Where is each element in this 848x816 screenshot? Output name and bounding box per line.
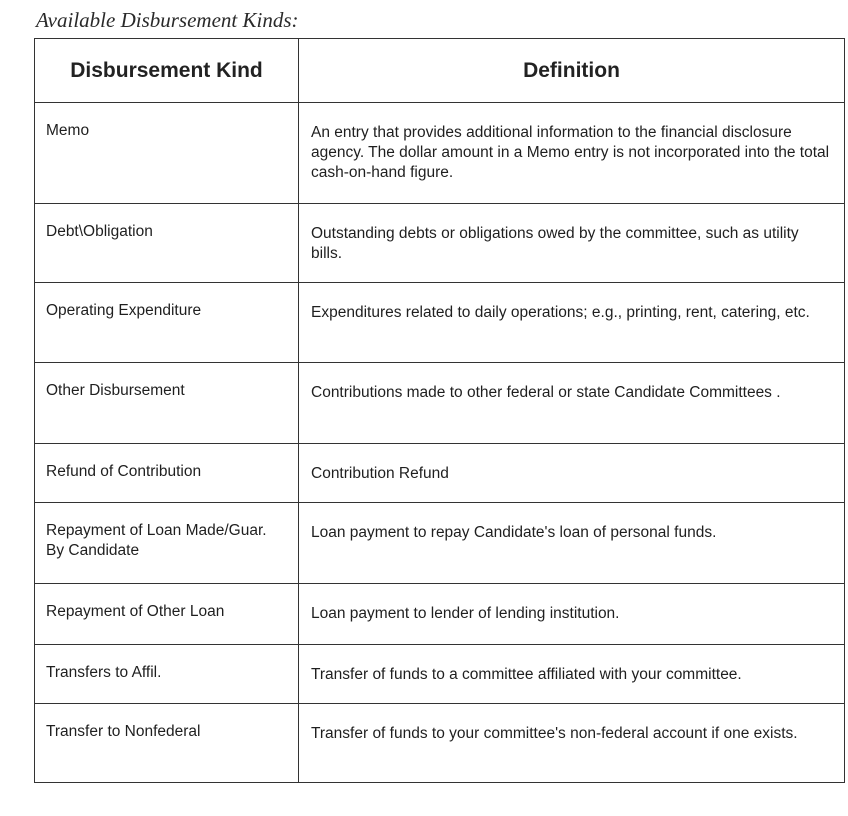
definition-cell: Transfer of funds to your committee's non-federal account if one exists. — [299, 704, 845, 783]
kind-cell: Repayment of Loan Made/Guar. By Candidate — [35, 503, 299, 584]
kind-cell: Transfers to Affil. — [35, 645, 299, 704]
table-row — [35, 283, 845, 363]
definition-cell: Contributions made to other federal or state Candidate Committees . — [299, 363, 845, 444]
definition-cell: Transfer of funds to a committee affiliated with your committee. — [299, 645, 845, 704]
table-row — [35, 444, 845, 503]
document-caption: Available Disbursement Kinds: — [36, 8, 299, 32]
table-row — [35, 503, 845, 584]
definition-cell: Loan payment to lender of lending institution. — [299, 584, 845, 645]
table-header-row — [35, 39, 845, 103]
definition-cell: Contribution Refund — [299, 444, 845, 503]
kind-cell: Repayment of Other Loan — [35, 584, 299, 645]
disbursement-kinds-table — [34, 38, 845, 783]
table-row — [35, 584, 845, 645]
definition-cell: An entry that provides additional information to the financial disclosure agency. The dollar amount in a Memo entry is not incorporated into the total cash-on-hand figure. — [299, 103, 845, 204]
table-row — [35, 704, 845, 783]
kind-cell: Other Disbursement — [35, 363, 299, 444]
table-row — [35, 645, 845, 704]
kind-cell: Transfer to Nonfederal — [35, 704, 299, 783]
column-header-kind: Disbursement Kind — [35, 39, 299, 103]
definition-cell: Loan payment to repay Candidate's loan of personal funds. — [299, 503, 845, 584]
kind-cell: Memo — [35, 103, 299, 204]
table-row — [35, 204, 845, 283]
table-row — [35, 103, 845, 204]
definition-cell: Outstanding debts or obligations owed by the committee, such as utility bills. — [299, 204, 845, 283]
kind-cell: Debt\Obligation — [35, 204, 299, 283]
column-header-definition: Definition — [299, 39, 845, 103]
table-row — [35, 363, 845, 444]
kind-cell: Operating Expenditure — [35, 283, 299, 363]
definition-cell: Expenditures related to daily operations; e.g., printing, rent, catering, etc. — [299, 283, 845, 363]
kind-cell: Refund of Contribution — [35, 444, 299, 503]
